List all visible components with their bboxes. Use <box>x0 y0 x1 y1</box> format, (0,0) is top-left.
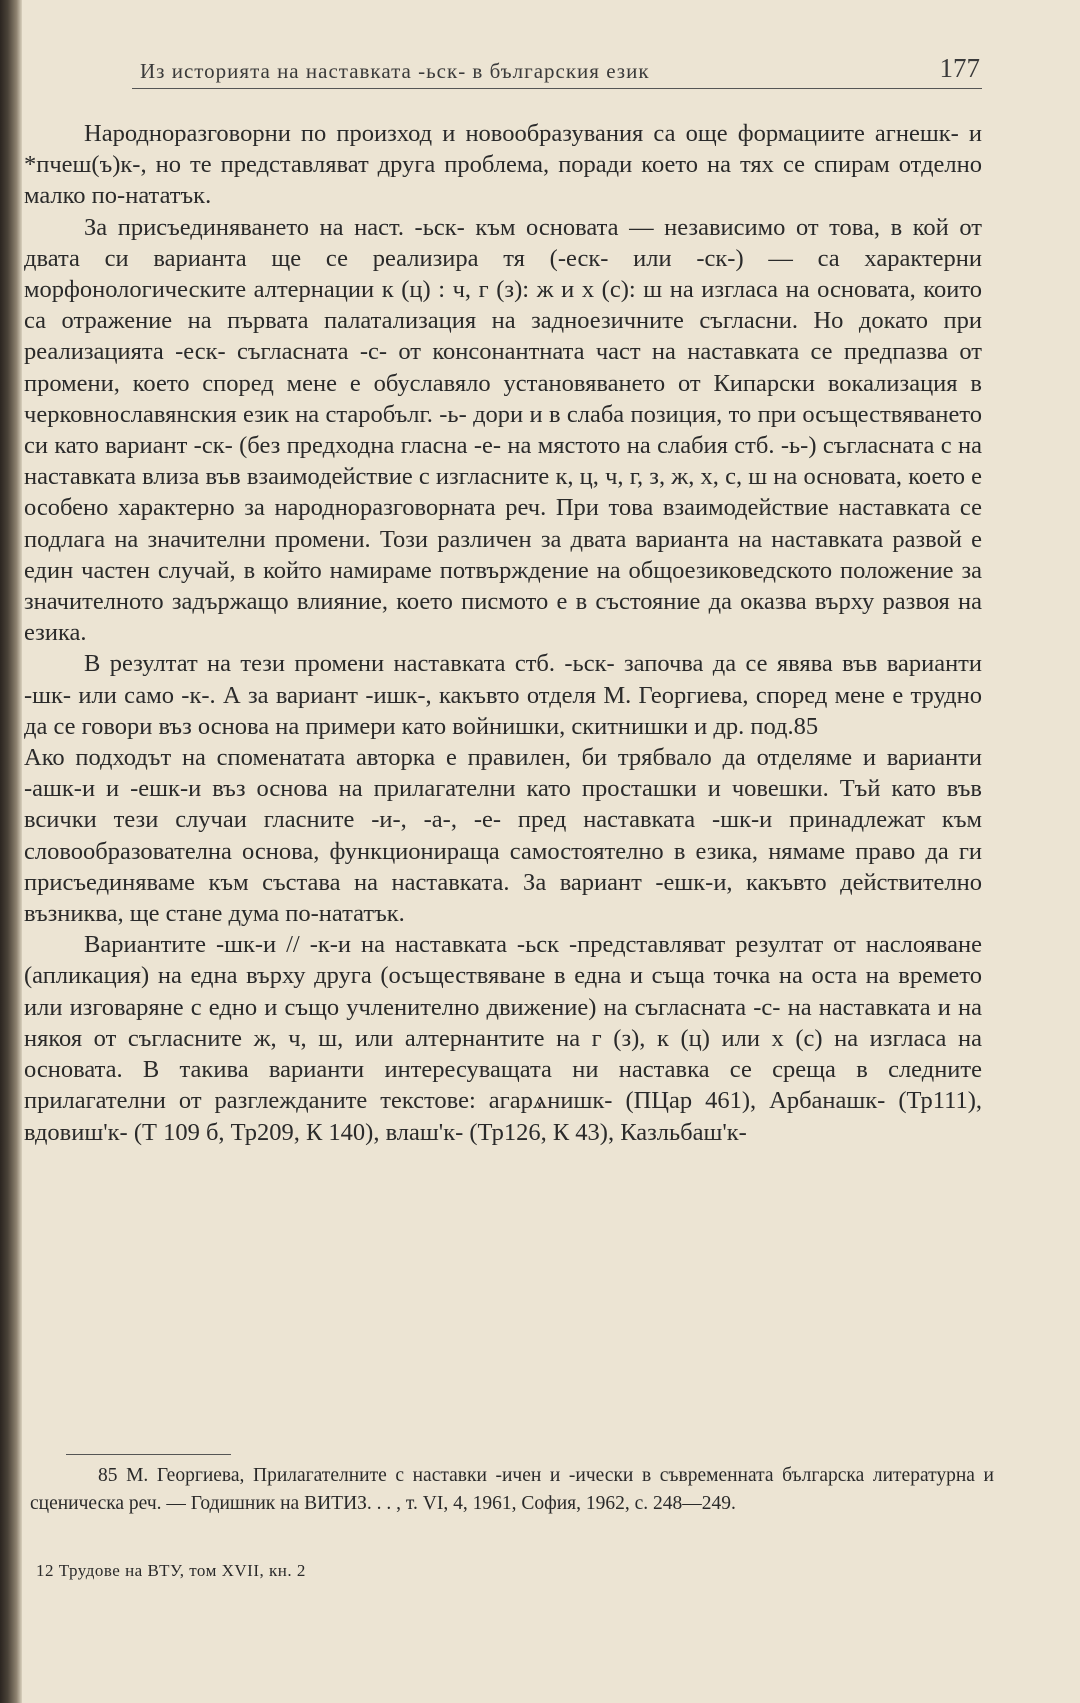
paragraph: Вариантите -шк-и // -к-и на наставката -ьск -представляват резултат от наслояване (апликация) на една върху друга (осъществяване в една и съща точка на оста на времето или изговаряне с едно и също учленително движение) на съгласната -с- на наставката и на някоя от съгласните ж, ч, ш, или алтернантите на г (з), к (ц) или х (с) на изгласа на основата. В такива варианти интересуващата ни наставка се среща в следните прилагателни от разглежданите текстове: агарѧнишк- (ПЦар 461), Арбанашк- (Тр111), вдовиш'к- (Т 109 б, Тр209, К 140), влаш'к- (Тр126, К 43), Казльбаш'к- <box>24 931 982 1146</box>
footnote-rule <box>66 1454 231 1455</box>
page-number: 177 <box>939 53 980 83</box>
main-text <box>24 118 982 1148</box>
running-header <box>140 44 980 84</box>
paragraph: Ако подходът на споменатата авторка е правилен, би трябвало да отделяме и варианти -ашк-и и -ешк-и въз основа на прилагателни като просташки и човешки. Тъй като във всички тези случаи гласните -и-, -а-, -е- пред наставката -шк-и принадлежат към словообразователна основа, функционираща самостоятелно в езика, нямаме право да ги присъединяваме към състава на наставката. За вариант -ешк-и, какъвто действително възниква, ще стане дума по-нататък. <box>24 744 982 928</box>
paragraph: В резултат на тези промени наставката стб. -ьск- започва да се явява във варианти -шк- или само -к-. А за вариант -ишк-, какъвто отделя М. Георгиева, според мене е трудно да се говори въз основа на примери като войнишки, скитнишки и др. под.85 <box>24 650 982 740</box>
paragraph: За присъединяването на наст. -ьск- към основата — независимо от това, в кой от двата си варианта ще се реализира тя (-еск- или -ск-) — са характерни морфонологическите алтернации к (ц) : ч, г (з): ж и х (с): ш на изгласа на основата, които са отражение на първата палатализация на задноезичните съгласни. Но докато при реализацията -еск- съгласната -с- от консонантната част на наставката се предпазва от промени, което според мене е обуславяло установяването от Кипарски вокализация в черковнославянския език на старобълг. -ь- дори и в слаба позиция, то при осъществяването си като вариант -ск- (без предходна гласна -е- на мястото на слабия стб. -ь-) съгласната с на наставката влиза във взаимодействие с изгласните к, ц, ч, г, з, ж, х, с, ш на основата, което е особено характерно за народноразговорната реч. При това взаимодействие наставката се подлага на значителни промени. Този различен за двата варианта на наставката развой е един частен случай, в който намираме потвърждение на общоезиковедското положение за значителното задържащо влияние, което писмото е в състояние да оказва върху развоя на езика. <box>24 213 982 647</box>
paragraph: Народноразговорни по произход и новообразувания са още формациите агнешк- и *пчеш(ъ)к-, но те представляват друга проблема, поради което на тях се спирам отделно малко по-нататък. <box>24 120 982 210</box>
printer-signature: 12 Трудове на ВТУ, том XVII, кн. 2 <box>36 1561 306 1580</box>
running-title: Из историята на наставката -ьск- в българския език <box>140 59 650 83</box>
header-rule <box>132 88 982 89</box>
footnote: 85 М. Георгиева, Прилагателните с наставки -ичен и -ически в съвременната българска литературна и сценическа реч. — Годишник на ВИТИЗ. . . , т. VI, 4, 1961, София, 1962, с. 248—249. <box>30 1465 994 1514</box>
